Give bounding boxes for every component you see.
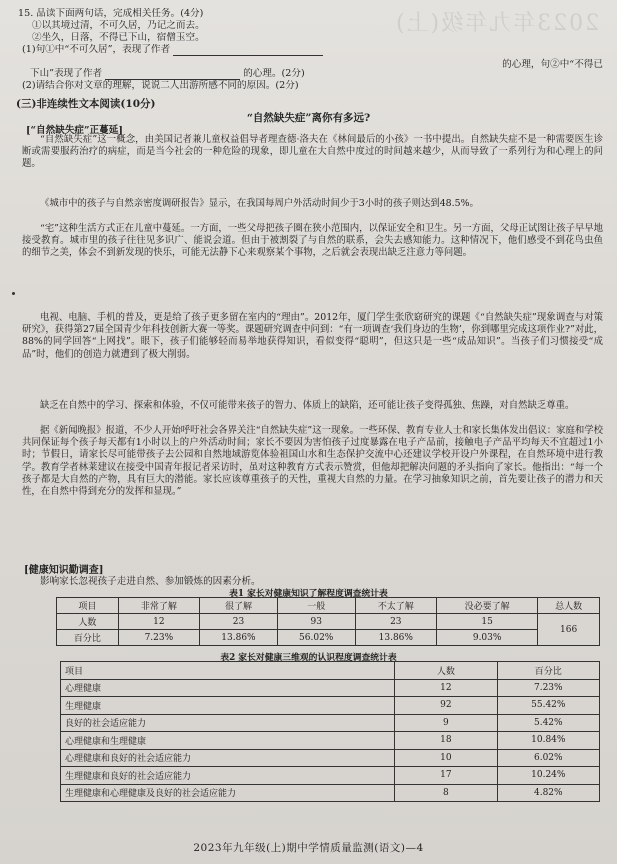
table-2-row [61, 732, 600, 750]
table-1-header: 很了解 [200, 598, 278, 614]
task-1-part-b: 的心理，句②中“不得已 [502, 59, 603, 70]
table-1-cell: 23 [355, 614, 436, 630]
paragraph-2: 《城市中的孩子与自然亲密度调研报告》显示，在我国每周户外活动时间少于3小时的孩子则达到48.5%。 [40, 198, 479, 209]
table-2-caption: 表2 家长对健康三维观的认识程度调查统计表 [220, 653, 397, 663]
table-2-pct: 6.02% [497, 749, 599, 767]
table-1-cell: 93 [277, 614, 355, 630]
table-1-header: 非常了解 [118, 598, 199, 614]
table-2-row [61, 749, 600, 767]
question-15-sentence-2: ②坐久，日落，不得已下山，宿僧玉空。 [32, 32, 205, 43]
table-1-total: 166 [538, 614, 600, 646]
question-15-task-2: (2)请结合你对文章的理解，说说二人出游所感不同的原因。(2分) [22, 80, 299, 91]
paragraph-1: “自然缺失症”这一概念，由美国记者兼儿童权益倡导者理查德·洛夫在《林间最后的小孩》一书中提出。自然缺失症不是一种需要医生诊断或需要服药治疗的病症，而是当今社会的一种危险的现象，即儿童在大自然中度过的时间越来越少，从而导致了一系列行为和心理上的问题。 [22, 134, 603, 170]
table-1-header: 不太了解 [355, 598, 436, 614]
table-1-cell: 7.23% [118, 630, 199, 646]
table-1-percent-row [57, 630, 600, 646]
stray-mark [12, 292, 15, 295]
answer-blank-2[interactable] [105, 70, 240, 80]
material-2-intro: 影响家长忽视孩子走进自然、参加锻炼的因素分析。 [40, 576, 261, 587]
table-2-item: 生理健康和良好的社会适应能力 [61, 767, 395, 785]
table-1-cell: 12 [118, 614, 199, 630]
table-2-row [61, 714, 600, 732]
table-2-header-row [61, 662, 600, 680]
table-2-count: 17 [395, 767, 497, 785]
question-15-title: 15. 品读下面两句话，完成相关任务。(4分) [18, 8, 204, 19]
section-heading: (三)非连续性文本阅读(10分) [16, 98, 156, 110]
paragraph-6: 据《新闻晚报》报道，不少人开始呼吁社会各界关注“自然缺失症”这一现象。一些环保、教育专业人士和家长集体发出倡议：家庭和学校共同保证每个孩子每天都有1小时以上的户外活动时间；家长不要因为害怕孩子过度暴露在电子产品前，接触电子产品平均每天不宜超过1小时；节假日，请家长尽可能带孩子去公园和自然地域游览体验祖国山水和生态保护交流中心还建议学校开设户外课程，在自然环境中进行教学。教育学者林莱建议在接受中国青年报记者采访时，虽对这种教育方式表示赞赏，但他却把解决问题的矛头指向了家长。他指出：“每一个孩子都是大自然的产物，具有巨大的潜能。家长应该尊重孩子的天性，重视大自然的力量。在学习抽象知识之前，首先要让孩子的潜力和天性，在自然中得到充分的发挥和显现。” [22, 425, 603, 498]
table-1-header: 没必要了解 [437, 598, 538, 614]
table-2-pct: 10.24% [497, 767, 599, 785]
table-1-cell: 9.03% [437, 630, 538, 646]
table-1-header: 项目 [57, 598, 119, 614]
table-2-pct: 10.84% [497, 732, 599, 750]
table-2-row [61, 697, 600, 715]
table-1-row-label: 人数 [57, 614, 119, 630]
answer-blank-1[interactable] [173, 46, 323, 56]
paragraph-5: 缺乏在自然中的学习、探索和体验，不仅可能带来孩子的智力、体质上的缺陷，还可能让孩子变得孤独、焦躁，对自然缺乏尊重。 [40, 400, 575, 411]
paragraph-4: 电视、电脑、手机的普及，更是给了孩子更多留在室内的“理由”。2012年，厦门学生张欣窈研究的课题《“自然缺失症”现象调查与对策研究》，获得第27届全国青少年科技创新大赛一等奖。课题研究调查中问到：“有一项调查‘我们身边的生物’，你到哪里完成这项作业?”对此，88%的同学回答“上网找”。眼下，孩子们能够轻而易举地获得知识，看似变得“聪明”，但这只是一些“成品知识”。当孩子们习惯接受“成品”时，他们的创造力就遭到了极大削弱。 [22, 312, 603, 360]
table-1-cell: 15 [437, 614, 538, 630]
table-2-item: 心理健康和生理健康 [61, 732, 395, 750]
table-2-count: 12 [395, 679, 497, 697]
table-2-item: 生理健康 [61, 697, 395, 715]
table-1-header-row [57, 598, 600, 614]
table-2-count: 8 [395, 784, 497, 802]
table-1-header: 总人数 [538, 598, 600, 614]
task-1-part-a: (1)句①中“不可久居”，表现了作者 [22, 44, 171, 55]
table-2 [60, 661, 600, 802]
table-1-row-label: 百分比 [57, 630, 119, 646]
table-1-header: 一般 [277, 598, 355, 614]
table-1-caption: 表1 家长对健康知识了解程度调查统计表 [229, 589, 388, 599]
table-1 [56, 597, 600, 646]
table-2-item: 心理健康和良好的社会适应能力 [61, 749, 395, 767]
task-1-part-d: 的心理。(2分) [243, 68, 305, 79]
page-footer: 2023年九年级(上)期中学情质量监测(语文)—4 [193, 842, 424, 854]
question-15-task-1-cont [30, 68, 305, 80]
question-15-sentence-1: ①以其境过清，不可久居，乃记之而去。 [32, 20, 205, 31]
table-2-item: 心理健康 [61, 679, 395, 697]
table-2-count: 92 [395, 697, 497, 715]
table-1-cell: 13.86% [200, 630, 278, 646]
table-2-count: 10 [395, 749, 497, 767]
table-2-count: 18 [395, 732, 497, 750]
table-2-row [61, 767, 600, 785]
table-2-header: 人数 [395, 662, 497, 680]
question-15-task-1 [22, 44, 603, 56]
bleed-through-text: 2023年九年级(上) [393, 11, 599, 36]
table-2-header: 百分比 [497, 662, 599, 680]
table-1-cell: 56.02% [277, 630, 355, 646]
article-title: “自然缺失症”离你有多远? [246, 112, 371, 124]
table-2-item: 生理健康和心理健康及良好的社会适应能力 [61, 784, 395, 802]
table-2-pct: 7.23% [497, 679, 599, 697]
table-2-pct: 5.42% [497, 714, 599, 732]
material-1-label: [“自然缺失症”正蔓延] [26, 125, 123, 136]
table-2-item: 良好的社会适应能力 [61, 714, 395, 732]
material-2-label: [健康知识勤调查] [24, 565, 104, 576]
table-2-pct: 55.42% [497, 697, 599, 715]
table-2-row [61, 679, 600, 697]
table-2-count: 9 [395, 714, 497, 732]
table-1-cell: 13.86% [355, 630, 436, 646]
task-1-part-c: 下山”表现了作者 [30, 68, 103, 79]
table-1-count-row [57, 614, 600, 630]
table-2-pct: 4.82% [497, 784, 599, 802]
table-1-cell: 23 [200, 614, 278, 630]
table-2-header: 项目 [61, 662, 395, 680]
paragraph-3: “宅”这种生活方式正在儿童中蔓延。一方面，一些父母把孩子圈在狭小范围内，以保证安全和卫生。另一方面，父母正试图让孩子早早地接受教育。城市里的孩子往往见多识广、能说会道。但由于被割裂了与自然的联系，会失去感知能力。这种情况下，他们感受不到花鸟虫鱼的细节之美，体会不到新发现的快乐，可能无法静下心来观察某个事物，之后就会表现出缺乏注意力等问题。 [22, 223, 603, 259]
table-2-row [61, 784, 600, 802]
